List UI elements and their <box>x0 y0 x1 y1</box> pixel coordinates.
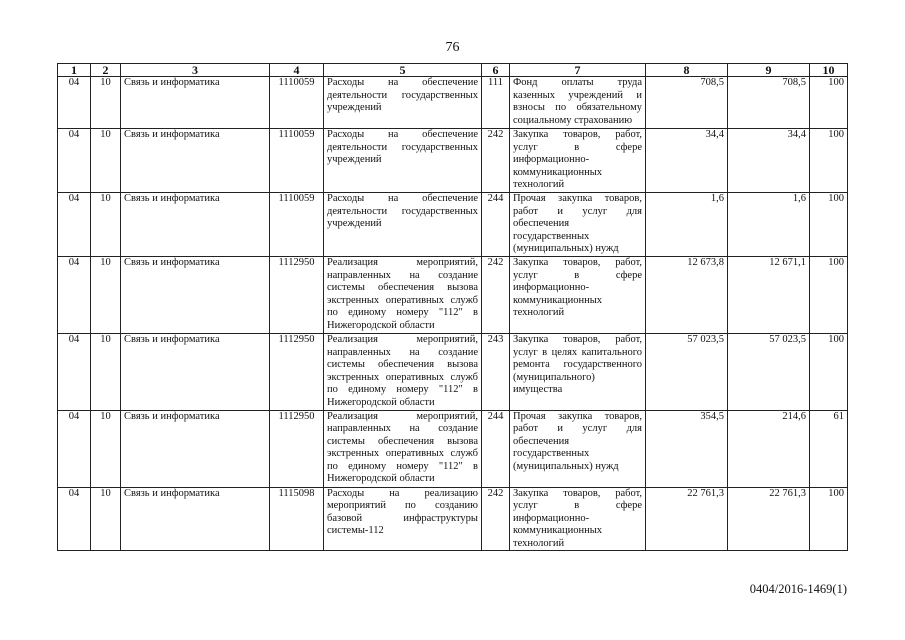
cell-name: Связь и информатика <box>121 77 270 129</box>
table-row <box>58 77 848 129</box>
cell-target-description: Расходы на реализацию мероприятий по созданию базовой инфраструктуры системы-112 <box>324 487 482 551</box>
header-row <box>58 64 848 77</box>
table-row <box>58 410 848 487</box>
cell-expense-description: Закупка товаров, работ, услуг в сфере информационно-коммуникационных технологий <box>510 129 646 193</box>
cell-target-code: 1112950 <box>270 410 324 487</box>
cell-target-description: Расходы на обеспечение деятельности государственных учреждений <box>324 129 482 193</box>
cell-expense-code: 111 <box>482 77 510 129</box>
cell-target-code: 1115098 <box>270 487 324 551</box>
cell-percent: 100 <box>810 333 848 410</box>
cell-subsection: 10 <box>91 192 121 256</box>
cell-target-description: Реализация мероприятий, направленных на создание системы обеспечения вызова экстренных оперативных служб по единому номеру "112" в Нижегородской области <box>324 256 482 333</box>
cell-planned: 12 673,8 <box>646 256 728 333</box>
header-cell: 2 <box>91 64 121 77</box>
header-cell: 1 <box>58 64 91 77</box>
cell-executed: 12 671,1 <box>728 256 810 333</box>
cell-percent: 100 <box>810 487 848 551</box>
cell-expense-description: Фонд оплаты труда казенных учреждений и взносы по обязательному социальному страхованию <box>510 77 646 129</box>
cell-expense-code: 243 <box>482 333 510 410</box>
header-cell: 6 <box>482 64 510 77</box>
cell-subsection: 10 <box>91 333 121 410</box>
table-row <box>58 333 848 410</box>
cell-expense-code: 242 <box>482 256 510 333</box>
cell-target-description: Реализация мероприятий, направленных на создание системы обеспечения вызова экстренных оперативных служб по единому номеру "112" в Нижегородской области <box>324 333 482 410</box>
cell-section: 04 <box>58 487 91 551</box>
header-cell: 3 <box>121 64 270 77</box>
cell-name: Связь и информатика <box>121 256 270 333</box>
cell-name: Связь и информатика <box>121 487 270 551</box>
cell-planned: 34,4 <box>646 129 728 193</box>
cell-percent: 100 <box>810 256 848 333</box>
cell-expense-code: 244 <box>482 410 510 487</box>
header-cell: 10 <box>810 64 848 77</box>
header-cell: 5 <box>324 64 482 77</box>
cell-expense-code: 242 <box>482 487 510 551</box>
cell-section: 04 <box>58 410 91 487</box>
cell-subsection: 10 <box>91 410 121 487</box>
cell-target-description: Расходы на обеспечение деятельности государственных учреждений <box>324 192 482 256</box>
document-code: 0404/2016-1469(1) <box>749 582 847 596</box>
cell-name: Связь и информатика <box>121 192 270 256</box>
cell-section: 04 <box>58 333 91 410</box>
header-cell: 8 <box>646 64 728 77</box>
cell-executed: 57 023,5 <box>728 333 810 410</box>
cell-expense-code: 242 <box>482 129 510 193</box>
cell-name: Связь и информатика <box>121 410 270 487</box>
cell-subsection: 10 <box>91 77 121 129</box>
cell-executed: 22 761,3 <box>728 487 810 551</box>
cell-name: Связь и информатика <box>121 333 270 410</box>
table-row <box>58 192 848 256</box>
cell-expense-description: Закупка товаров, работ, услуг в целях капитального ремонта государственного (муниципального) имущества <box>510 333 646 410</box>
cell-target-code: 1110059 <box>270 77 324 129</box>
cell-planned: 22 761,3 <box>646 487 728 551</box>
cell-planned: 354,5 <box>646 410 728 487</box>
budget-table <box>57 63 848 551</box>
cell-percent: 100 <box>810 129 848 193</box>
page-number: 76 <box>445 40 460 55</box>
cell-expense-description: Закупка товаров, работ, услуг в сфере информационно-коммуникационных технологий <box>510 487 646 551</box>
cell-planned: 1,6 <box>646 192 728 256</box>
cell-target-code: 1110059 <box>270 192 324 256</box>
cell-executed: 1,6 <box>728 192 810 256</box>
cell-expense-description: Закупка товаров, работ, услуг в сфере информационно-коммуникационных технологий <box>510 256 646 333</box>
header-cell: 7 <box>510 64 646 77</box>
cell-percent: 100 <box>810 192 848 256</box>
cell-section: 04 <box>58 129 91 193</box>
cell-percent: 61 <box>810 410 848 487</box>
table-row <box>58 256 848 333</box>
cell-planned: 57 023,5 <box>646 333 728 410</box>
cell-subsection: 10 <box>91 487 121 551</box>
cell-section: 04 <box>58 256 91 333</box>
cell-expense-description: Прочая закупка товаров, работ и услуг для обеспечения государственных (муниципальных) нужд <box>510 192 646 256</box>
cell-target-code: 1112950 <box>270 256 324 333</box>
cell-expense-description: Прочая закупка товаров, работ и услуг для обеспечения государственных (муниципальных) нужд <box>510 410 646 487</box>
table-row <box>58 129 848 193</box>
cell-executed: 214,6 <box>728 410 810 487</box>
cell-executed: 708,5 <box>728 77 810 129</box>
cell-subsection: 10 <box>91 256 121 333</box>
cell-section: 04 <box>58 77 91 129</box>
cell-target-code: 1110059 <box>270 129 324 193</box>
cell-target-description: Расходы на обеспечение деятельности государственных учреждений <box>324 77 482 129</box>
cell-subsection: 10 <box>91 129 121 193</box>
cell-section: 04 <box>58 192 91 256</box>
header-cell: 9 <box>728 64 810 77</box>
cell-target-code: 1112950 <box>270 333 324 410</box>
cell-target-description: Реализация мероприятий, направленных на создание системы обеспечения вызова экстренных оперативных служб по единому номеру "112" в Нижегородской области <box>324 410 482 487</box>
cell-expense-code: 244 <box>482 192 510 256</box>
header-cell: 4 <box>270 64 324 77</box>
cell-executed: 34,4 <box>728 129 810 193</box>
cell-name: Связь и информатика <box>121 129 270 193</box>
cell-planned: 708,5 <box>646 77 728 129</box>
table-row <box>58 487 848 551</box>
cell-percent: 100 <box>810 77 848 129</box>
